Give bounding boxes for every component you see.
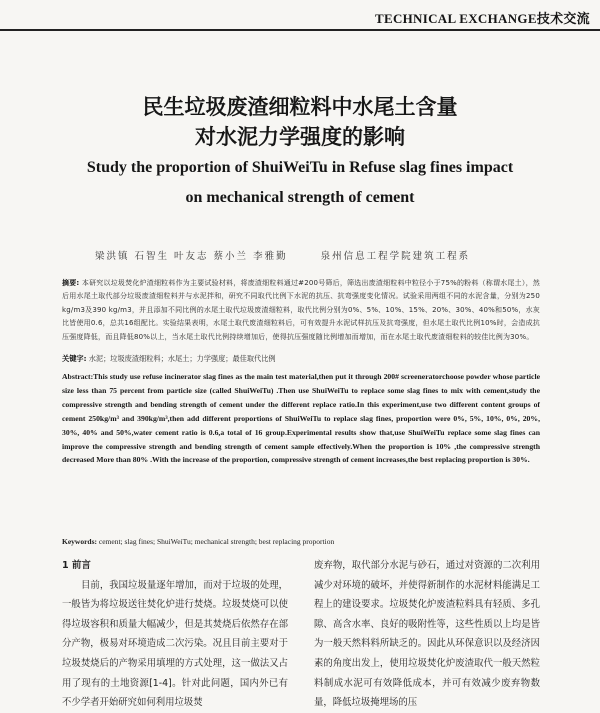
english-abstract-text: This study use refuse incinerator slag fines as the main test material,then put it through 200# screeneratorchoose powder whose particle size less than 75 percent from particle size (called ShuiWeiTu) .Then use ShuiWeiTu to replace some slag fines to mix with cement,study the compressive strength and bending strength of cement under the different replace ratio.In this experiment,use two different content groups of cement 250kg/m³ and 390kg/m³,then add different proportions of ShuiWeiTu to replace slag fines, proportion were 0%, 5%, 10%, 0%, 20%, 30%, 40% and 50%,water cement ratio is 0.6,a total of 16 group.Experimental results show that,use ShuiWeiTu replace some slag fines can improve the compressive strength and bending strength of cement sample effectively.When the proportion is 10% ,the compressive strength decreased More than 80% .With the increase of the proportion, compressive strength of cement increases,the best replacing proportion is 30%. — [62, 372, 540, 465]
english-title — [0, 153, 600, 213]
chinese-keywords — [62, 354, 540, 364]
author-affiliation: 泉州信息工程学院建筑工程系 — [320, 251, 471, 262]
chinese-keywords-text: 水泥；垃圾废渣细粒料；水尾土；力学强度；最佳取代比例 — [88, 354, 276, 363]
body-paragraph-right: 废弃物，取代部分水泥与砂石，通过对资源的二次利用减少对环境的破坏，并使得新制作的水泥材料能满足工程上的建设要求。垃圾焚化炉废渣粒料具有轻质、多孔隙、高含水率、良好的吸附性等，这些性质以上均是皆为一般天然料料所缺乏的。因此从环保意识以及经济因素的角度出发上，使用垃圾焚化炉废渣取代一般天然粒料制成水泥可有效降低成本，并可有效减少废弃物数量，降低垃圾掩埋场的压 — [314, 560, 540, 709]
chinese-title-line-2: 对水泥力学强度的影响 — [195, 124, 405, 149]
chinese-keywords-label: 关键字: — [62, 354, 87, 363]
chinese-title — [0, 92, 600, 152]
chinese-abstract-text: 本研究以垃圾焚化炉渣细粒料作为主要试验材料，将废渣细粒料通过#200号筛后，筛选出废渣细粒料中粒径小于75%的粉料（称谓水尾土），然后用水尾土取代部分垃圾废渣细粒料并与水泥拌和，研究不同取代比例下水泥的抗压、抗弯强度变化情况。试验采用两组不同的水泥含量，分别为250 kg/m3及390 kg/m3，并且添加不同比例的水尾土取代垃圾废渣细粒料，取代比例分别为0%、5%、10%、15%、20%、30%、40%和50%，水灰比皆使用0.6，总共16组配比。实验结果表明，水尾土取代废渣细粒料后，可有效提升水泥试样抗压及抗弯强度，但水尾土取代比例10%时，会造成抗压强度降低，而且降低80%以上，当水尾土取代比例持续增加后，使得抗压强度随比例增加而增加，而在水尾土取代废渣细粒料的较佳比例为30%。 — [62, 279, 540, 341]
header-divider — [0, 29, 600, 31]
english-keywords-text: cement; slag fines; ShuiWeiTu; mechanical strength; best replacing proportion — [98, 537, 335, 546]
chinese-abstract-label: 摘要: — [62, 279, 80, 287]
english-title-line-1: Study the proportion of ShuiWeiTu in Refuse slag fines impact — [86, 159, 514, 176]
journal-section-label: TECHNICAL EXCHANGE技术交流 — [375, 11, 590, 26]
english-keywords — [62, 537, 540, 546]
body-paragraph-left: 目前，我国垃圾量逐年增加，而对于垃圾的处理，一般皆为将垃圾送往焚化炉进行焚烧。垃圾焚烧可以使得垃圾容积和质量大幅减少，但是其焚烧后依然存在部分产物，极易对环境造成二次污染。况且目前主要对于垃圾焚烧后的产物采用填埋的方式处理，这一做法又占用了现有的土地资源[1-4]。针对此问题，国内外已有不少学者开始研究如何利用垃圾焚 — [62, 579, 288, 709]
chinese-abstract — [62, 277, 540, 344]
chinese-title-line-1: 民生垃圾废渣细粒料中水尾土含量 — [142, 94, 458, 119]
section-heading-introduction: 1 前言 — [62, 560, 91, 571]
english-abstract — [62, 370, 540, 467]
journal-section-header — [0, 8, 590, 28]
english-abstract-label: Abstract: — [62, 372, 94, 381]
english-title-line-2: on mechanical strength of cement — [185, 189, 415, 206]
author-names: 梁洪镇 石智生 叶友志 蔡小兰 李雅勤 — [95, 251, 288, 262]
english-keywords-label: Keywords: — [62, 537, 97, 546]
body-column-right — [314, 556, 540, 709]
author-line — [95, 248, 575, 262]
body-column-left — [62, 556, 288, 709]
